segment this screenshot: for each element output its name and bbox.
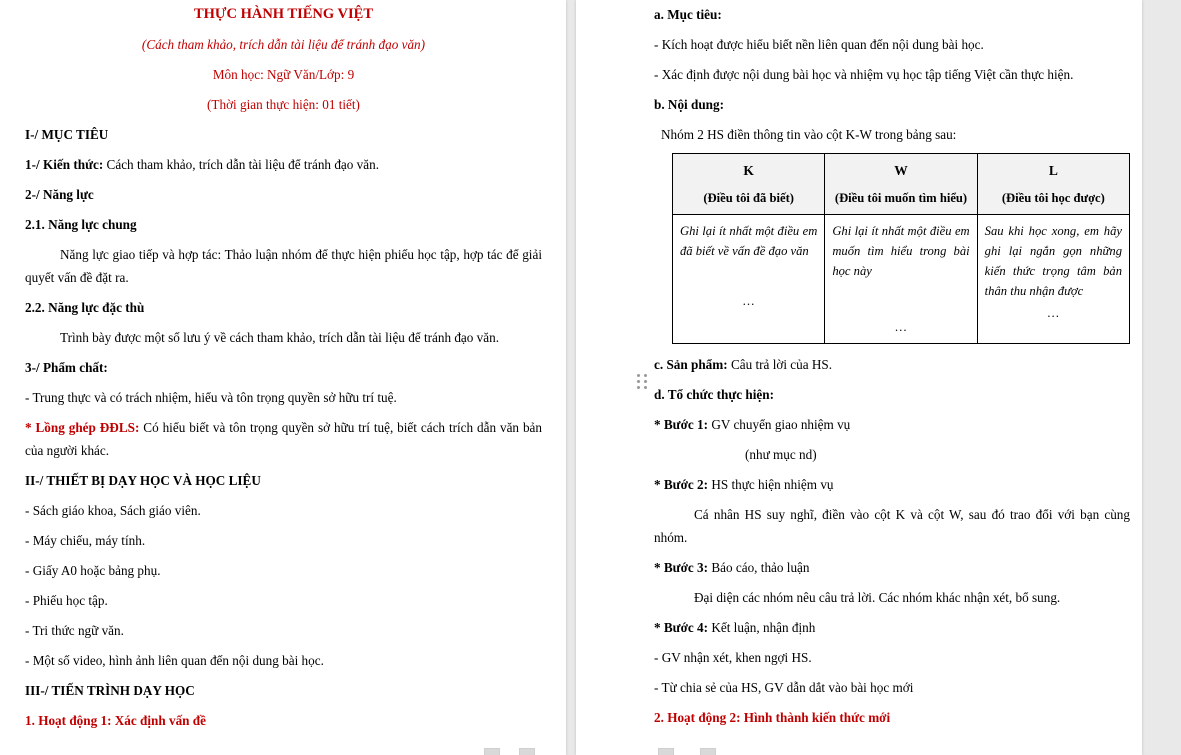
page-2-content xyxy=(576,0,1142,729)
para-long-ghep xyxy=(25,416,542,462)
document-page-1[interactable] xyxy=(0,0,566,755)
kwl-header-l-letter: L xyxy=(1048,163,1058,178)
equipment-item: - Một số video, hình ảnh liên quan đến nội dung bài học. xyxy=(25,653,324,668)
kwl-header-k-letter: K xyxy=(743,163,754,178)
kwl-table xyxy=(672,153,1130,344)
para-nang-luc-dac-thu: Trình bày được một số lưu ý về cách tham khảo, trích dẫn tài liệu để tránh đạo văn. xyxy=(60,330,500,345)
doc-title: THỰC HÀNH TIẾNG VIỆT xyxy=(193,6,373,22)
kwl-cell-w-text: Ghi lại ít nhất một điều em muốn tìm hiểu trong bài học này xyxy=(832,224,970,278)
equipment-item: - Máy chiếu, máy tính. xyxy=(25,533,146,548)
kwl-header-k-desc: (Điều tôi đã biết) xyxy=(703,191,794,205)
kwl-header-w xyxy=(825,154,977,215)
subject-line: Môn học: Ngữ Văn/Lớp: 9 xyxy=(212,67,355,82)
para-san-pham xyxy=(654,353,1130,376)
doc-subtitle: (Cách tham khảo, trích dẫn tài liệu để tránh đạo văn) xyxy=(141,37,426,52)
kien-thuc-text: Cách tham khảo, trích dẫn tài liệu để tránh đạo văn. xyxy=(106,157,379,172)
label-muc-tieu: a. Mục tiêu: xyxy=(654,7,722,22)
step-4-item: - GV nhận xét, khen ngợi HS. xyxy=(654,650,812,665)
page-edge-artifact xyxy=(658,748,674,755)
long-ghep-label: * Lồng ghép ĐĐLS: xyxy=(25,420,140,435)
kwl-cell-l[interactable] xyxy=(977,215,1129,344)
activity-1-heading: 1. Hoạt động 1: Xác định vấn đề xyxy=(25,713,206,728)
step-1-note: (như mục nd) xyxy=(745,447,817,462)
para-kien-thuc xyxy=(25,153,542,176)
objective-item: - Xác định được nội dung bài học và nhiệm vụ học tập tiếng Việt cần thực hiện. xyxy=(654,67,1074,82)
heading-thiet-bi: II-/ THIẾT BỊ DẠY HỌC VÀ HỌC LIỆU xyxy=(25,473,261,488)
step-2-label: * Bước 2: xyxy=(654,477,709,492)
page-edge-artifact xyxy=(484,748,500,755)
step-1-line xyxy=(654,413,1130,436)
step-4-label: * Bước 4: xyxy=(654,620,709,635)
label-to-chuc: d. Tổ chức thực hiện: xyxy=(654,387,774,402)
label-noi-dung: b. Nội dung: xyxy=(654,97,724,112)
kwl-cell-l-ellipsis: … xyxy=(1047,306,1059,320)
step-4-line xyxy=(654,616,1130,639)
kwl-cell-l-text: Sau khi học xong, em hãy ghi lại ngắn gọn những kiến thức trọng tâm bản thân thu nhận được xyxy=(984,224,1122,298)
step-3-label: * Bước 3: xyxy=(654,560,709,575)
kwl-header-w-letter: W xyxy=(894,163,908,178)
heading-nang-luc-chung: 2.1. Năng lực chung xyxy=(25,217,137,232)
para-noi-dung: Nhóm 2 HS điền thông tin vào cột K-W trong bảng sau: xyxy=(661,127,957,142)
kwl-body-row xyxy=(673,215,1130,344)
kwl-header-w-desc: (Điều tôi muốn tìm hiểu) xyxy=(834,191,968,205)
kwl-header-l xyxy=(977,154,1129,215)
san-pham-label: c. Sản phẩm: xyxy=(654,357,728,372)
para-pham-chat: - Trung thực và có trách nhiệm, hiểu và tôn trọng quyền sở hữu trí tuệ. xyxy=(25,390,397,405)
long-ghep-text: Có hiểu biết và tôn trọng quyền sở hữu trí tuệ, biết cách trích dẫn văn bản của người khác. xyxy=(25,420,542,458)
step-3-line xyxy=(654,556,1130,579)
kwl-cell-k[interactable] xyxy=(673,215,825,344)
step-2-line xyxy=(654,473,1130,496)
document-page-2[interactable] xyxy=(576,0,1142,755)
heading-nang-luc: 2-/ Năng lực xyxy=(25,187,94,202)
equipment-item: - Sách giáo khoa, Sách giáo viên. xyxy=(25,503,201,518)
equipment-item: - Phiếu học tập. xyxy=(25,593,108,608)
step-2-detail: Cá nhân HS suy nghĩ, điền vào cột K và cột W, sau đó trao đổi với bạn cùng nhóm. xyxy=(654,507,1130,545)
drag-handle-icon[interactable] xyxy=(637,374,651,392)
activity-2-heading: 2. Hoạt động 2: Hình thành kiến thức mới xyxy=(654,710,891,725)
step-4-text: Kết luận, nhận định xyxy=(711,620,816,635)
step-2-text: HS thực hiện nhiệm vụ xyxy=(711,477,834,492)
equipment-item: - Giấy A0 hoặc bảng phụ. xyxy=(25,563,161,578)
equipment-item: - Tri thức ngữ văn. xyxy=(25,623,124,638)
heading-muc-tieu: I-/ MỤC TIÊU xyxy=(25,127,109,142)
kwl-cell-k-text: Ghi lại ít nhất một điều em đã biết về vấn đề đạo văn xyxy=(680,224,818,258)
page-edge-artifact xyxy=(700,748,716,755)
step-1-label: * Bước 1: xyxy=(654,417,709,432)
page-1-content xyxy=(0,0,566,732)
kwl-header-k xyxy=(673,154,825,215)
step-3-text: Báo cáo, thảo luận xyxy=(711,560,810,575)
duration-line: (Thời gian thực hiện: 01 tiết) xyxy=(207,97,360,112)
kwl-cell-k-ellipsis: … xyxy=(743,294,755,308)
heading-pham-chat: 3-/ Phẩm chất: xyxy=(25,360,108,375)
kwl-cell-w[interactable] xyxy=(825,215,977,344)
kwl-cell-w-ellipsis: … xyxy=(895,320,907,334)
san-pham-text: Câu trả lời của HS. xyxy=(730,357,833,372)
kien-thuc-label: 1-/ Kiến thức: xyxy=(25,157,104,172)
heading-tien-trinh: III-/ TIẾN TRÌNH DẠY HỌC xyxy=(25,683,195,698)
step-1-text: GV chuyển giao nhiệm vụ xyxy=(711,417,851,432)
step-3-detail: Đại diện các nhóm nêu câu trả lời. Các nhóm khác nhận xét, bổ sung. xyxy=(694,590,1061,605)
kwl-header-row xyxy=(673,154,1130,215)
heading-nang-luc-dac-thu: 2.2. Năng lực đặc thù xyxy=(25,300,145,315)
objective-item: - Kích hoạt được hiểu biết nền liên quan đến nội dung bài học. xyxy=(654,37,984,52)
para-nang-luc-chung: Năng lực giao tiếp và hợp tác: Thảo luận nhóm để thực hiện phiếu học tập, hợp tác để giải quyết vấn đề đặt ra. xyxy=(25,247,542,285)
kwl-header-l-desc: (Điều tôi học được) xyxy=(1001,191,1105,205)
page-edge-artifact xyxy=(519,748,535,755)
step-4-item: - Từ chia sẻ của HS, GV dẫn dắt vào bài học mới xyxy=(654,680,914,695)
